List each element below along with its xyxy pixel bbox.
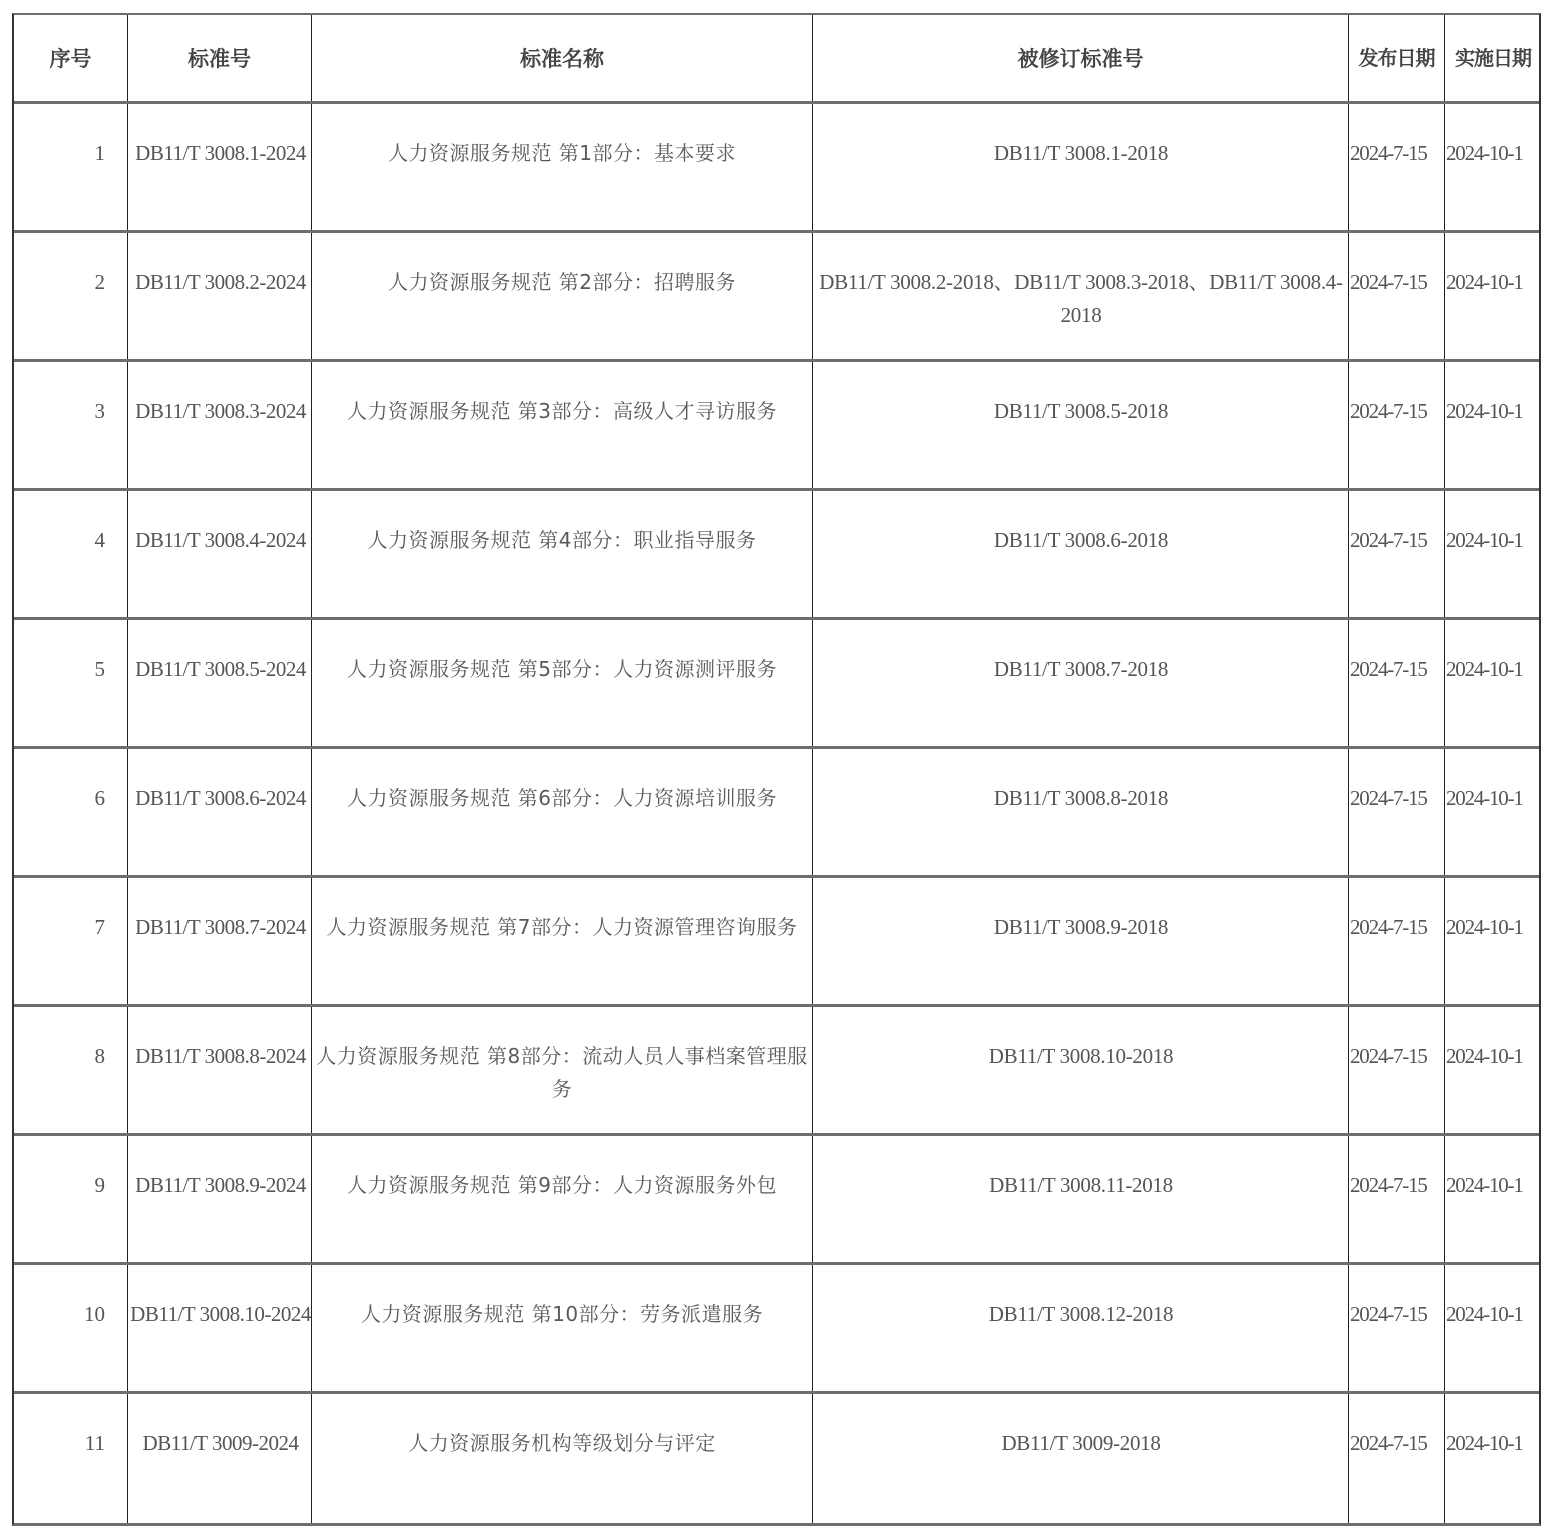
- standard-code: DB11/T 3009-2024: [128, 1394, 312, 1523]
- standards-table: [12, 13, 1541, 1526]
- standard-code: DB11/T 3008.10-2024: [128, 1265, 312, 1391]
- publish-date: 2024-7-15: [1349, 1265, 1445, 1391]
- row-index: 5: [14, 620, 128, 746]
- table-row: [14, 620, 1539, 749]
- effective-date: 2024-10-1: [1446, 1044, 1523, 1068]
- replaced-standard: DB11/T 3008.7-2018: [813, 620, 1349, 746]
- standard-code: DB11/T 3008.4-2024: [128, 491, 312, 617]
- effective-date: 2024-10-1: [1446, 399, 1523, 423]
- standard-name: 人力资源服务规范 第10部分：劳务派遣服务: [312, 1265, 813, 1391]
- standard-name: 人力资源服务规范 第5部分：人力资源测评服务: [312, 620, 813, 746]
- row-index: 1: [14, 104, 128, 230]
- row-index: 9: [14, 1136, 128, 1262]
- replaced-standard: DB11/T 3008.10-2018: [813, 1007, 1349, 1133]
- column-header-standard-code: 标准号: [128, 15, 312, 101]
- column-header-publish-date: 发布日期: [1349, 15, 1445, 101]
- publish-date: 2024-7-15: [1349, 878, 1445, 1004]
- row-index: 3: [14, 362, 128, 488]
- row-index: 10: [14, 1265, 128, 1391]
- replaced-standard: DB11/T 3008.6-2018: [813, 491, 1349, 617]
- standard-code: DB11/T 3008.2-2024: [128, 233, 312, 359]
- table-row: [14, 104, 1539, 233]
- standard-name: 人力资源服务规范 第3部分：高级人才寻访服务: [312, 362, 813, 488]
- effective-date: 2024-10-1: [1446, 1173, 1523, 1197]
- table-row: [14, 878, 1539, 1007]
- table-header-row: [14, 15, 1539, 104]
- replaced-standard: DB11/T 3008.9-2018: [813, 878, 1349, 1004]
- row-index: 4: [14, 491, 128, 617]
- standard-code: DB11/T 3008.1-2024: [128, 104, 312, 230]
- standard-code: DB11/T 3008.7-2024: [128, 878, 312, 1004]
- replaced-standard: DB11/T 3008.11-2018: [813, 1136, 1349, 1262]
- table-row: [14, 362, 1539, 491]
- standard-code: DB11/T 3008.3-2024: [128, 362, 312, 488]
- table-row: [14, 1394, 1539, 1523]
- standard-code: DB11/T 3008.8-2024: [128, 1007, 312, 1133]
- standard-name: 人力资源服务机构等级划分与评定: [312, 1394, 813, 1523]
- publish-date: 2024-7-15: [1349, 1394, 1445, 1523]
- standard-name: 人力资源服务规范 第1部分：基本要求: [312, 104, 813, 230]
- effective-date: 2024-10-1: [1446, 915, 1523, 939]
- standard-name: 人力资源服务规范 第9部分：人力资源服务外包: [312, 1136, 813, 1262]
- standard-code: DB11/T 3008.9-2024: [128, 1136, 312, 1262]
- standard-code: DB11/T 3008.6-2024: [128, 749, 312, 875]
- effective-date: 2024-10-1: [1446, 1302, 1523, 1326]
- row-index: 8: [14, 1007, 128, 1133]
- standard-name: 人力资源服务规范 第6部分：人力资源培训服务: [312, 749, 813, 875]
- effective-date: 2024-10-1: [1446, 786, 1523, 810]
- publish-date: 2024-7-15: [1349, 620, 1445, 746]
- publish-date: 2024-7-15: [1349, 1136, 1445, 1262]
- publish-date: 2024-7-15: [1349, 104, 1445, 230]
- replaced-standard: DB11/T 3008.2-2018、DB11/T 3008.3-2018、DB11/T 3008.4-2018: [813, 233, 1349, 359]
- standard-name: 人力资源服务规范 第7部分：人力资源管理咨询服务: [312, 878, 813, 1004]
- row-index: 11: [14, 1394, 128, 1523]
- table-row: [14, 749, 1539, 878]
- table-row: [14, 491, 1539, 620]
- replaced-standard: DB11/T 3008.1-2018: [813, 104, 1349, 230]
- effective-date: 2024-10-1: [1446, 528, 1523, 552]
- table-row: [14, 1007, 1539, 1136]
- standard-code: DB11/T 3008.5-2024: [128, 620, 312, 746]
- effective-date: 2024-10-1: [1446, 270, 1523, 294]
- effective-date: 2024-10-1: [1446, 1431, 1523, 1455]
- column-header-index: 序号: [14, 15, 128, 101]
- standard-name: 人力资源服务规范 第4部分：职业指导服务: [312, 491, 813, 617]
- replaced-standard: DB11/T 3008.12-2018: [813, 1265, 1349, 1391]
- publish-date: 2024-7-15: [1349, 749, 1445, 875]
- effective-date: 2024-10-1: [1446, 141, 1523, 165]
- column-header-standard-name: 标准名称: [312, 15, 813, 101]
- replaced-standard: DB11/T 3009-2018: [813, 1394, 1349, 1523]
- publish-date: 2024-7-15: [1349, 362, 1445, 488]
- standard-name: 人力资源服务规范 第8部分：流动人员人事档案管理服务: [312, 1007, 813, 1133]
- publish-date: 2024-7-15: [1349, 491, 1445, 617]
- replaced-standard: DB11/T 3008.8-2018: [813, 749, 1349, 875]
- table-row: [14, 1136, 1539, 1265]
- row-index: 7: [14, 878, 128, 1004]
- publish-date: 2024-7-15: [1349, 1007, 1445, 1133]
- column-header-replaced-standard: 被修订标准号: [813, 15, 1349, 101]
- publish-date: 2024-7-15: [1349, 233, 1445, 359]
- standard-name: 人力资源服务规范 第2部分：招聘服务: [312, 233, 813, 359]
- effective-date: 2024-10-1: [1446, 657, 1523, 681]
- column-header-effective-date: 实施日期: [1455, 45, 1531, 70]
- table-row: [14, 1265, 1539, 1394]
- replaced-standard: DB11/T 3008.5-2018: [813, 362, 1349, 488]
- row-index: 6: [14, 749, 128, 875]
- table-row: [14, 233, 1539, 362]
- row-index: 2: [14, 233, 128, 359]
